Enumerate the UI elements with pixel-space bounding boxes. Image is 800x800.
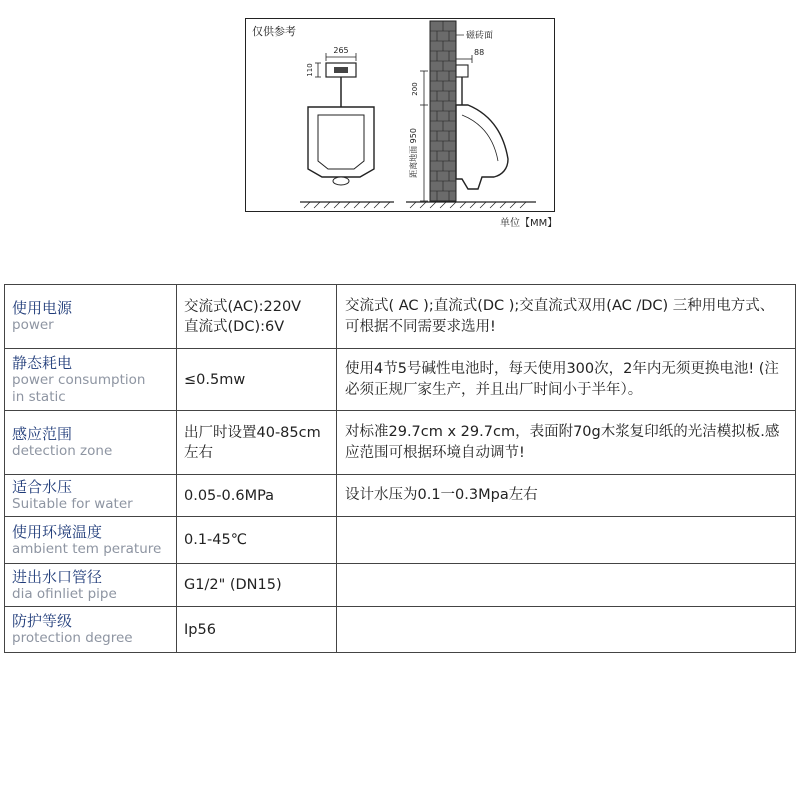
spec-name-cn: 感应范围 [12,425,73,443]
spec-value-cell: G1/2" (DN15) [177,564,337,607]
spec-note-cell: 对标准29.7cm x 29.7cm，表面附70g木浆复印纸的光洁模拟板.感应范围可根据环境自动调节! [337,411,796,475]
spec-value-cell: 0.1-45℃ [177,517,337,564]
spec-name-en: power consumption in static [12,371,146,405]
spec-name-cn: 使用环境温度 [12,522,103,541]
spec-note-cell [337,517,796,564]
spec-name-en: ambient tem perature [12,540,162,557]
spec-name-en: Suitable for water [12,496,133,512]
spec-value-cell: Ip56 [177,607,337,653]
spec-name-cell [5,285,177,349]
dim-200-text: 200 [411,82,419,96]
spec-name-cn: 适合水压 [12,478,73,496]
table-row [5,475,796,517]
spec-name-en: detection zone [12,443,113,459]
spec-name-cn: 进出水口管径 [12,567,103,586]
spec-name-cell [5,411,177,475]
urinal-installation-drawing [246,19,556,213]
table-row [5,349,796,411]
spec-name-cn: 防护等级 [12,612,73,630]
spec-note-cell: 使用4节5号碱性电池时，每天使用300次，2年内无须更换电池! (注必须正规厂家生产，并且出厂时间小于半年）。 [337,349,796,411]
spec-value-cell: 出厂时设置40-85cm左右 [177,411,337,475]
spec-name-cell [5,517,177,564]
spec-table [4,284,796,653]
spec-name-en: dia ofinliet pipe [12,585,117,602]
dim-height-text: 110 [306,63,314,77]
spec-name-cell [5,349,177,411]
dim-950-text: 距离地面 950 [409,128,418,178]
table-row [5,285,796,349]
spec-value-cell: ≤0.5mw [177,349,337,411]
spec-name-cell [5,475,177,517]
installation-diagram [245,18,555,212]
spec-name-cell [5,607,177,653]
spec-note-cell: 设计水压为0.1一0.3Mpa左右 [337,475,796,517]
unit-label: 单位【MM】 [500,218,558,229]
dim-offset-text: 88 [474,48,485,57]
spec-note-cell [337,564,796,607]
spec-value-cell: 0.05-0.6MPa [177,475,337,517]
table-row [5,564,796,607]
reference-only-label: 仅供参考 [252,25,296,38]
spec-name-en: protection degree [12,630,133,646]
spec-name-en: power [12,317,54,333]
table-row [5,411,796,475]
spec-name-cell [5,564,177,607]
table-row [5,517,796,564]
spec-value-cell: 交流式(AC):220V 直流式(DC):6V [177,285,337,349]
spec-note-cell: 交流式( AC );直流式(DC );交直流式双用(AC /DC) 三种用电方式、 可根据不同需要求选用! [337,285,796,349]
spec-name-cn: 使用电源 [12,299,73,317]
dim-width-text: 265 [333,46,349,55]
spec-name-cn: 静态耗电 [12,353,73,372]
spec-note-cell [337,607,796,653]
tile-face-text: 磁砖面 [466,31,494,41]
table-row [5,607,796,653]
